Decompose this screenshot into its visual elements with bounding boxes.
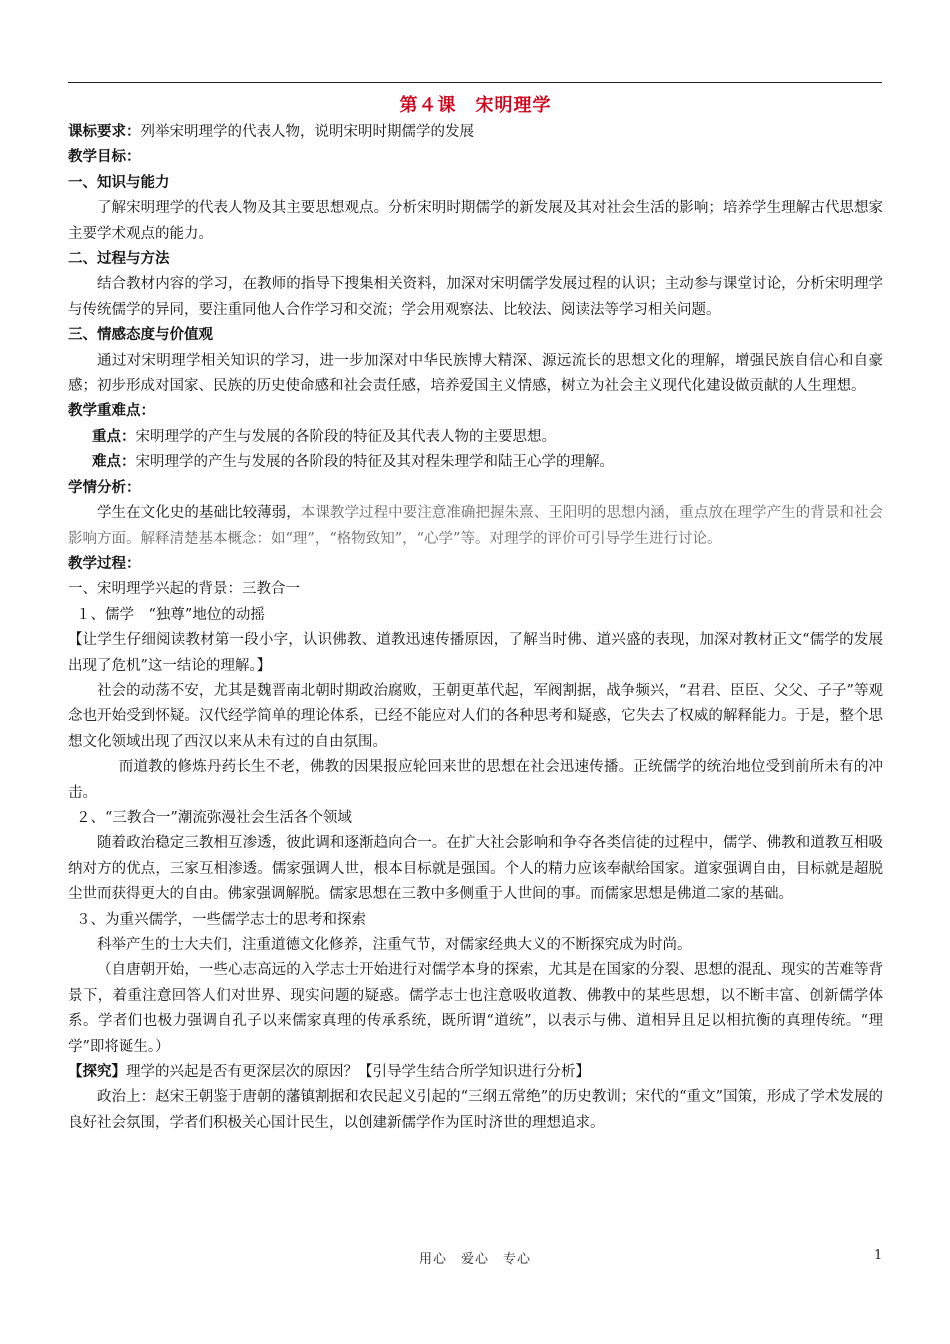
difficult-label: 难点： — [92, 454, 136, 471]
section1-heading: 一、宋明理学兴起的背景：三教合一 — [68, 581, 300, 598]
paragraph5: （自唐朝开始，一些心志高远的入学志士开始进行对儒学本身的探索，尤其是在国家的分裂、思想的混乱、现实的苦难等背景下，着重注意回答人们对世界、现实问题的疑惑。儒学志士也注意吸收道教、佛教中的某些思想，以不断丰富、创新儒学体系。学者们也极力强调自孔子以来儒家真理的传承系统，既所谓“道统”，以表示与佛、道相异且足以相抗衡的真理传统。“理学”即将诞生。） — [68, 962, 883, 1055]
analysis-heading: 学情分析： — [68, 479, 141, 496]
header-rule — [68, 82, 882, 83]
analysis-text — [68, 501, 883, 552]
explore-text: 理学的兴起是否有更深层次的原因？【引导学生结合所学知识进行分析】 — [126, 1064, 590, 1081]
paragraph3: 随着政治稳定三教相互渗透，彼此调和逐渐趋向合一。在扩大社会影响和争夺各类信徒的过程中，儒学、佛教和道教互相吸纳对方的优点，三家互相渗透。儒家强调人世，根本目标就是强国。个人的精力应该奉献给国家。道家强调自由，目标就是超脱尘世而获得更大的自由。佛家强调解脱。儒家思想在三教中多侧重于人世间的事。而儒家思想是佛道二家的基础。 — [68, 835, 883, 903]
sub2-heading: ２、“三教合一”潮流弥漫社会生活各个领域 — [76, 809, 352, 826]
keypoints-heading: 教学重难点： — [68, 403, 155, 420]
paragraph1: 社会的动荡不安，尤其是魏晋南北朝时期政治腐败，王朝更革代起，军阀割据，战争频兴，“君君、臣臣、父父、子子”等观念也开始受到怀疑。汉代经学简单的理论体系，已经不能应对人们的各种思考和疑惑，它失去了权威的解释能力。于是，整个思想文化领域出现了西汉以来从未有过的自由氛围。 — [68, 682, 883, 750]
explore-label: 【探究】 — [68, 1064, 126, 1081]
process-heading: 教学过程： — [68, 555, 141, 572]
paragraph4: 科举产生的士大夫们，注重道德文化修养，注重气节，对儒家经典大义的不断探究成为时尚。 — [97, 937, 692, 953]
goal2-text: 结合教材内容的学习，在教师的指导下搜集相关资料，加深对宋明儒学发展过程的认识；主动参与课堂讨论，分析宋明理学与传统儒学的异同，要注重同他人合作学习和交流；学会用观察法、比较法、阅读法等学习相关问题。 — [68, 276, 883, 318]
paragraph6: 政治上：赵宋王朝鉴于唐朝的藩镇割据和农民起义引起的“三纲五常绝”的历史教训；宋代的“重文”国策，形成了学术发展的良好社会氛围，学者们积极关心国计民生，以创建新儒学作为匡时济世的理想追求。 — [68, 1089, 883, 1131]
goal1-heading: 一、知识与能力 — [68, 174, 170, 191]
sub3-heading: ３、为重兴儒学，一些儒学志士的思考和探索 — [76, 911, 366, 928]
important-text: 宋明理学的产生与发展的各阶段的特征及其代表人物的主要思想。 — [135, 428, 556, 445]
document-page — [68, 92, 883, 1136]
goal2-heading: 二、过程与方法 — [68, 251, 170, 268]
analysis-text-a: 学生在文化史的基础比较薄弱， — [97, 505, 301, 522]
footer-slogan: 用心 爱心 专心 — [418, 1252, 531, 1267]
paragraph2: 而道教的修炼丹药长生不老，佛教的因果报应轮回来世的思想在社会迅速传播。正统儒学的统治地位受到前所未有的冲击。 — [68, 759, 883, 801]
curriculum-standard — [68, 120, 883, 145]
sub1-heading: １、儒学 “独尊”地位的动摇 — [76, 606, 265, 623]
important-point — [68, 425, 883, 450]
page-number: 1 — [874, 1248, 883, 1263]
goal3-heading: 三、情感态度与价值观 — [68, 327, 213, 344]
instruction1: 【让学生仔细阅读教材第一段小字，认识佛教、道教迅速传播原因，了解当时佛、道兴盛的表现，加深对教材正文“儒学的发展出现了危机”这一结论的理解。】 — [68, 632, 883, 674]
lesson-title: 第４课 宋明理学 — [399, 95, 552, 116]
goal3-text: 通过对宋明理学相关知识的学习，进一步加深对中华民族博大精深、源远流长的思想文化的理解，增强民族自信心和自豪感；初步形成对国家、民族的历史使命感和社会责任感，培养爱国主义情感，树立为社会主义现代化建设做贡献的人生理想。 — [68, 352, 883, 395]
explore-line — [68, 1060, 883, 1085]
goals-heading: 教学目标： — [68, 149, 141, 166]
analysis-text-b: 本课教学过程中要注意准确把握朱熹、王阳明的思想内涵，重点放在理学产生的背景和社会影响方面。解释清楚基本概念：如“理”，“格物致知”，“心学”等。对理学的评价可引导学生进行讨论。 — [68, 505, 884, 547]
difficult-text: 宋明理学的产生与发展的各阶段的特征及其对程朱理学和陆王心学的理解。 — [135, 454, 614, 471]
goal1-text: 了解宋明理学的代表人物及其主要思想观点。分析宋明时期儒学的新发展及其对社会生活的影响；培养学生理解古代思想家主要学术观点的能力。 — [68, 200, 883, 242]
difficult-point — [68, 450, 883, 475]
important-label: 重点： — [92, 428, 136, 445]
standard-label: 课标要求： — [68, 124, 141, 140]
standard-text: 列举宋明理学的代表人物，说明宋明时期儒学的发展 — [140, 124, 474, 140]
